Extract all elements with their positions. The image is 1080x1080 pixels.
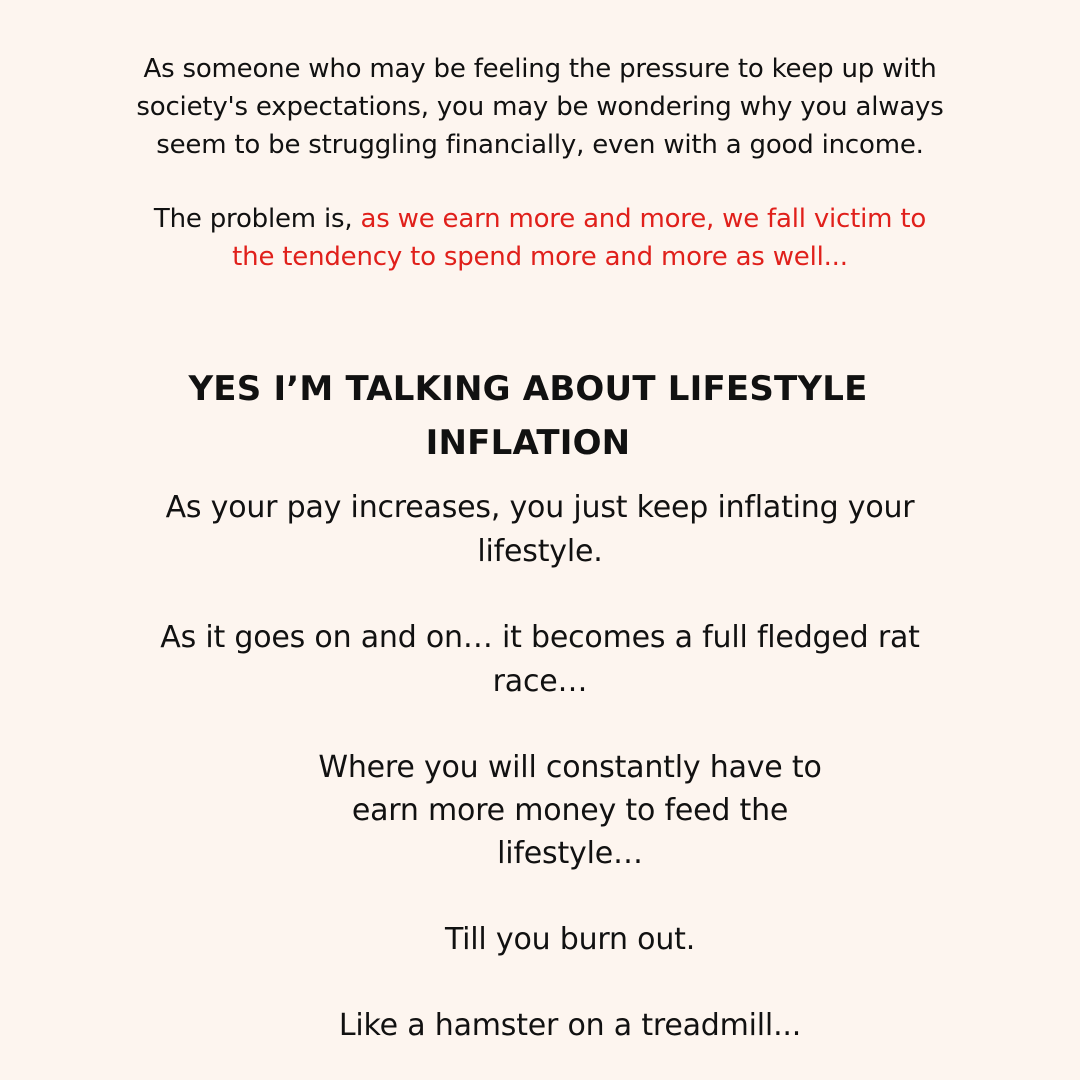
heading-line: YES I’M TALKING ABOUT LIFESTYLE	[188, 369, 868, 409]
problem-highlight: the tendency to spend more and more as well...	[232, 242, 848, 272]
paragraph-pay-increases	[0, 486, 1080, 574]
paragraph-rat-race	[0, 616, 1080, 704]
intro-line: society's expectations, you may be wondering why you always	[136, 92, 944, 122]
paragraph-line: race…	[492, 664, 588, 699]
problem-line	[0, 200, 1080, 238]
paragraph-line: As your pay increases, you just keep inflating your	[165, 490, 915, 525]
paragraph-earn-more	[30, 746, 1080, 875]
paragraph-line: As it goes on and on… it becomes a full fledged rat	[160, 620, 920, 655]
paragraph-line: lifestyle.	[477, 534, 603, 569]
paragraph-line: Where you will constantly have to	[318, 750, 822, 785]
paragraph-burn-out	[30, 918, 1080, 962]
paragraph-line: Till you burn out.	[444, 922, 696, 957]
paragraph-line: lifestyle…	[497, 836, 643, 871]
problem-paragraph	[0, 200, 1080, 276]
intro-line: As someone who may be feeling the pressure to keep up with	[143, 54, 937, 84]
heading-line: INFLATION	[425, 423, 631, 463]
paragraph-line: earn more money to feed the	[351, 793, 789, 828]
intro-paragraph	[0, 50, 1080, 164]
problem-lead: The problem is,	[153, 204, 361, 234]
section-heading	[0, 362, 1068, 470]
paragraph-hamster	[30, 1004, 1080, 1048]
problem-highlight: as we earn more and more, we fall victim to	[360, 204, 927, 234]
intro-line: seem to be struggling financially, even with a good income.	[156, 130, 924, 160]
paragraph-line: Like a hamster on a treadmill...	[338, 1008, 802, 1043]
